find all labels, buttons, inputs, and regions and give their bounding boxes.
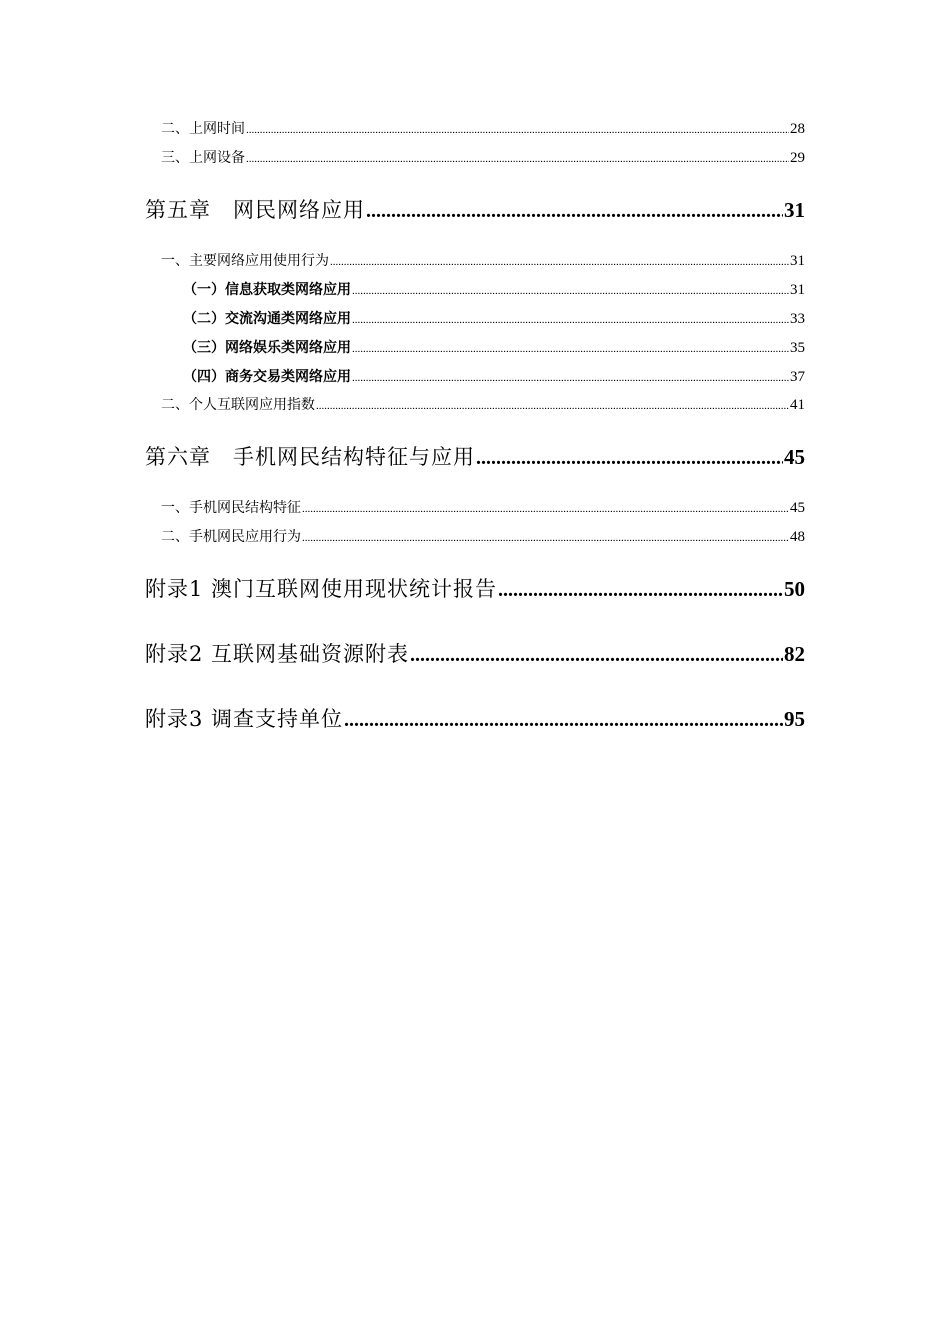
toc-entry-title: 一、手机网民结构特征 [161,500,301,516]
toc-entry-page: 31 [790,253,805,269]
toc-chapter-page: 50 [784,577,805,601]
toc-chapter-title: 第六章 手机网民结构特征与应用 [145,445,475,469]
dot-leader [302,532,789,544]
toc-entry-title: （四）商务交易类网络应用 [183,369,351,385]
dot-leader [330,256,789,268]
toc-chapter-title: 附录3 调查支持单位 [145,707,344,731]
toc-entry-page: 41 [790,397,805,413]
toc-entry-title: 二、个人互联网应用指数 [161,397,315,413]
dot-leader [246,124,789,136]
toc-entry-communication-apps[interactable] [183,308,805,328]
toc-entry-internet-time[interactable] [161,118,805,138]
toc-chapter-page: 31 [784,198,805,222]
toc-entry-information-apps[interactable] [183,279,805,299]
toc-entry-page: 37 [790,369,805,385]
dot-leader [246,153,789,165]
toc-chapter-page: 95 [784,707,805,731]
toc-appendix-2[interactable] [145,638,805,666]
toc-entry-page: 45 [790,500,805,516]
dot-leader [498,579,783,602]
toc-chapter-title: 第五章 网民网络应用 [145,198,365,222]
toc-appendix-1[interactable] [145,573,805,601]
toc-entry-page: 48 [790,529,805,545]
toc-entry-page: 35 [790,340,805,356]
dot-leader [352,372,789,384]
toc-entry-page: 28 [790,121,805,137]
toc-entry-mobile-structure[interactable] [161,497,805,517]
toc-chapter-page: 82 [784,642,805,666]
toc-entry-page: 29 [790,150,805,166]
dot-leader [316,400,789,412]
dot-leader [366,200,783,223]
dot-leader [476,447,783,470]
dot-leader [352,314,789,326]
dot-leader [302,503,789,515]
toc-entry-title: （三）网络娱乐类网络应用 [183,340,351,356]
toc-entry-title: 三、上网设备 [161,150,245,166]
toc-chapter-title: 附录2 互联网基础资源附表 [145,642,410,666]
toc-entry-app-index[interactable] [161,394,805,414]
toc-entry-title: 二、上网时间 [161,121,245,137]
toc-entry-title: 二、手机网民应用行为 [161,529,301,545]
toc-entry-title: （二）交流沟通类网络应用 [183,311,351,327]
dot-leader [352,285,789,297]
toc-entry-internet-devices[interactable] [161,147,805,167]
toc-entry-main-applications[interactable] [161,250,805,270]
toc-entry-page: 33 [790,311,805,327]
toc-chapter-title: 附录1 澳门互联网使用现状统计报告 [145,577,498,601]
toc-entry-commerce-apps[interactable] [183,366,805,386]
toc-chapter-6[interactable] [145,441,805,469]
toc-entry-mobile-behavior[interactable] [161,526,805,546]
toc-entry-title: 一、主要网络应用使用行为 [161,253,329,269]
toc-entry-page: 31 [790,282,805,298]
dot-leader [410,644,783,667]
toc-chapter-5[interactable] [145,194,805,222]
toc-appendix-3[interactable] [145,703,805,731]
dot-leader [352,343,789,355]
dot-leader [344,709,783,732]
toc-chapter-page: 45 [784,445,805,469]
toc-entry-title: （一）信息获取类网络应用 [183,282,351,298]
toc-entry-entertainment-apps[interactable] [183,337,805,357]
